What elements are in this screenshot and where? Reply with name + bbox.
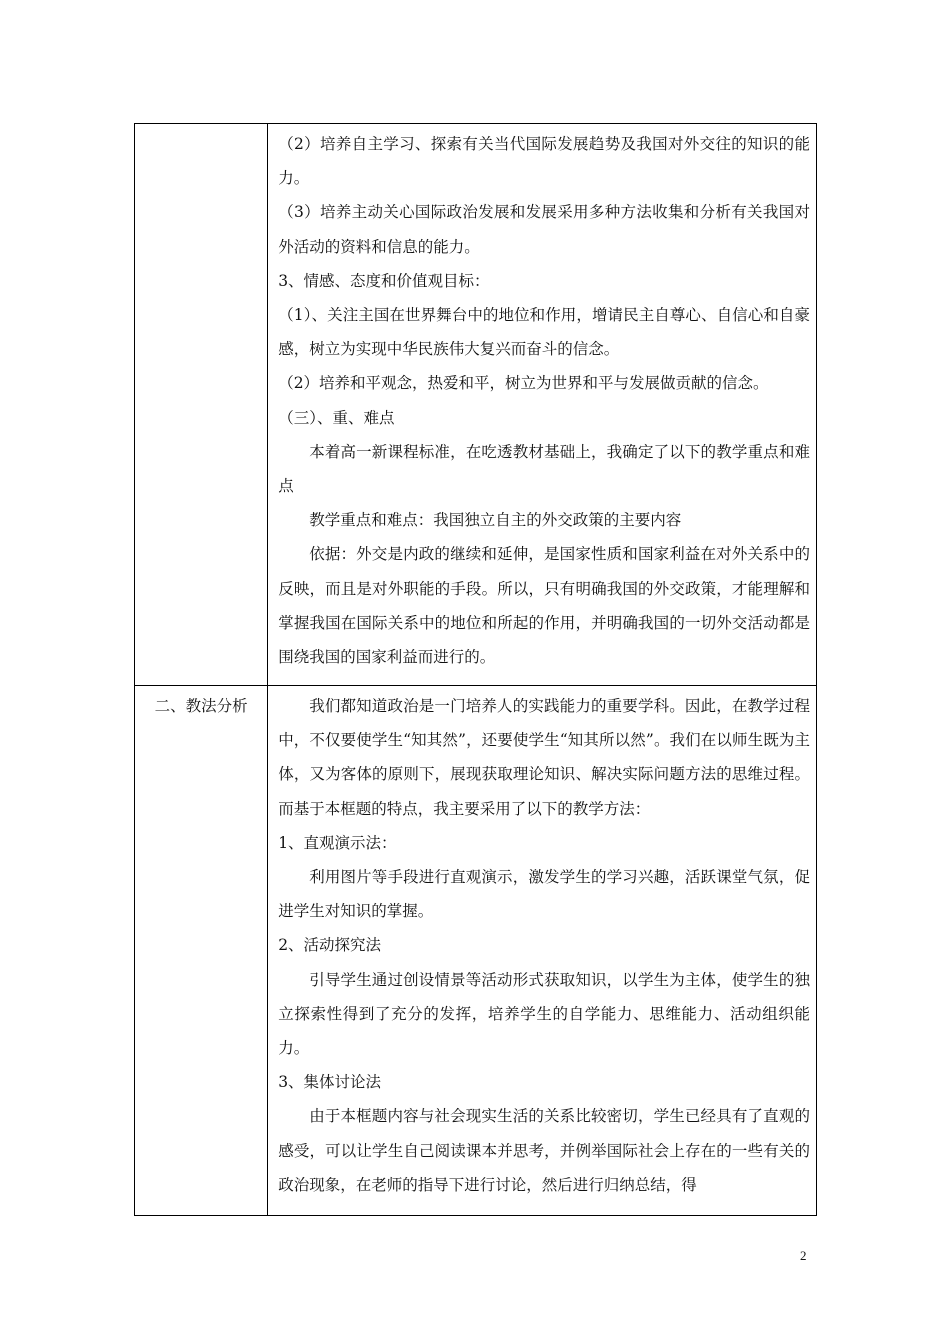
paragraph: （三）、重、难点 [278, 408, 395, 427]
paragraph: 教学重点和难点：我国独立自主的外交政策的主要内容 [309, 511, 682, 530]
paragraph: 2、活动探究法 [278, 936, 382, 955]
paragraph: （2）培养自主学习、探索有关当代国际发展趋势及我国对外交往的知识的能力。 [278, 135, 810, 188]
lesson-plan-table [134, 123, 817, 1216]
paragraph: 我们都知道政治是一门培养人的实践能力的重要学科。因此，在教学过程中，不仅要使学生“知其然”，还要使学生“知其所以然”。我们在以师生既为主体，又为客体的原则下，展现获取理论知识、解决实际问题方法的思维过程。而基于本框题的特点，我主要采用了以下的教学方法： [278, 697, 810, 818]
objectives-content [268, 124, 816, 674]
paragraph: 引导学生通过创设情景等活动形式获取知识，以学生为主体，使学生的独立探索性得到了充分的发挥，培养学生的自学能力、思维能力、活动组织能力。 [278, 970, 810, 1058]
row-label-cell [135, 686, 268, 1216]
page-number: 2 [800, 1248, 807, 1263]
paragraph: 由于本框题内容与社会现实生活的关系比较密切，学生已经具有了直观的感受，可以让学生自己阅读课本并思考，并例举国际社会上存在的一些有关的政治现象，在老师的指导下进行讨论，然后进行归纳总结，得 [278, 1107, 810, 1194]
teaching-method-content [268, 686, 816, 1202]
row-label [135, 124, 267, 127]
table-row [135, 686, 817, 1216]
table-row [135, 124, 817, 686]
paragraph: 1、直观演示法： [278, 833, 397, 852]
paragraph: （1）、关注主国在世界舞台中的地位和作用，增请民主自尊心、自信心和自豪感，树立为实现中华民族伟大复兴而奋斗的信念。 [278, 306, 810, 359]
paragraph: （2）培养和平观念，热爱和平，树立为世界和平与发展做贡献的信念。 [278, 374, 769, 393]
content-cell [268, 124, 817, 686]
paragraph: 3、情感、态度和价值观目标： [278, 271, 490, 290]
row-label-cell [135, 124, 268, 686]
content-cell [268, 686, 817, 1216]
paragraph: 依据：外交是内政的继续和延伸，是国家性质和国家利益在对外关系中的反映，而且是对外职能的手段。所以，只有明确我国的外交政策，才能理解和掌握我国在国际关系中的地位和所起的作用，并明确我国的一切外交活动都是围绕我国的国家利益而进行的。 [278, 545, 810, 667]
paragraph: 3、集体讨论法 [278, 1073, 382, 1092]
paragraph: 利用图片等手段进行直观演示，激发学生的学习兴趣，活跃课堂气氛，促进学生对知识的掌握。 [278, 868, 810, 921]
row-label: 二、教法分析 [154, 697, 248, 715]
paragraph: 本着高一新课程标准，在吃透教材基础上，我确定了以下的教学重点和难点 [278, 442, 810, 496]
paragraph: （3）培养主动关心国际政治发展和发展采用多种方法收集和分析有关我国对外活动的资料和信息的能力。 [278, 203, 810, 256]
